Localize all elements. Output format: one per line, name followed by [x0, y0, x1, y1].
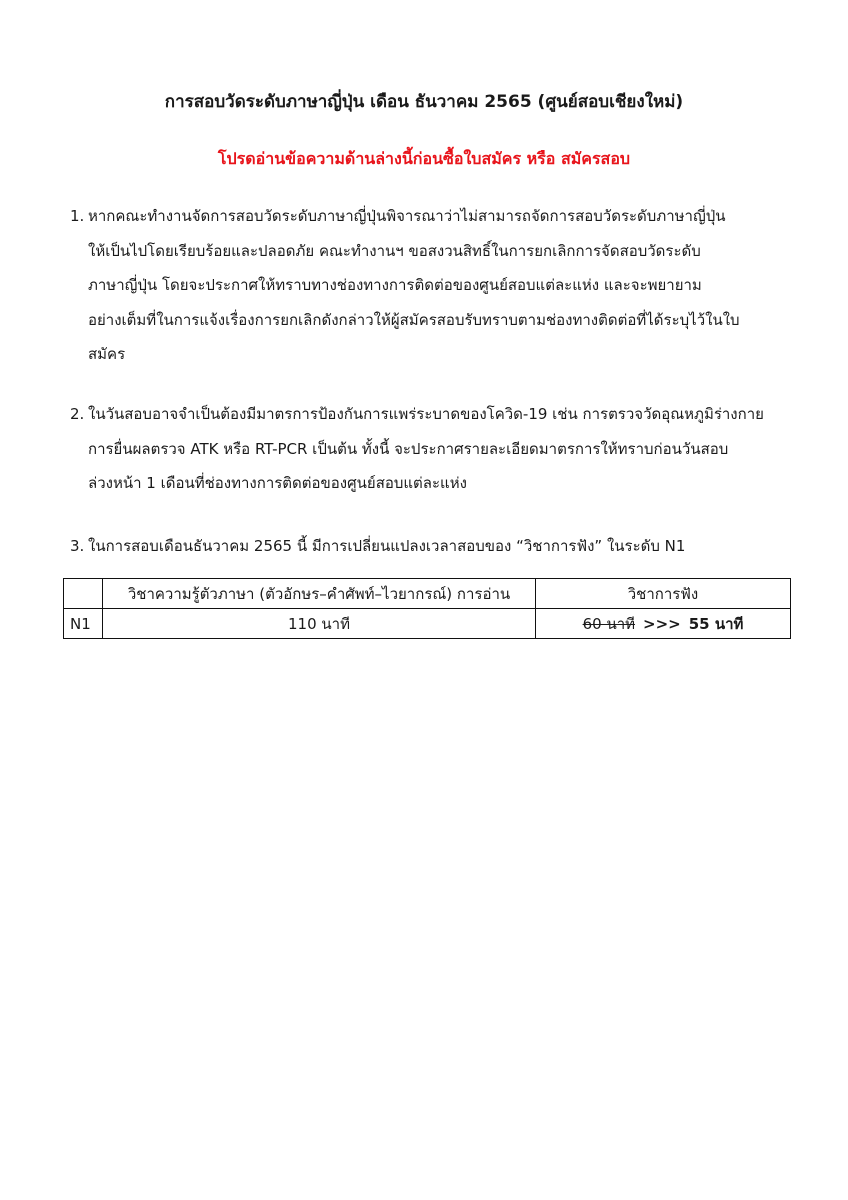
- item-number: 3.: [70, 537, 85, 555]
- item-line: [70, 529, 805, 564]
- item-line: สมัคร: [88, 345, 126, 363]
- notice-item-3: [70, 529, 805, 564]
- knowledge-reading-time-cell: 110 นาที: [103, 609, 536, 639]
- item-line: ภาษาญี่ปุ่น โดยจะประกาศให้ทราบทางช่องทางการติดต่อของศูนย์สอบแต่ละแห่ง และจะพยายาม: [88, 276, 702, 294]
- notice-item-1: [70, 199, 805, 372]
- item-number: 2.: [70, 405, 85, 423]
- old-listening-time: 60 นาที: [582, 614, 636, 633]
- exam-time-table: [63, 578, 791, 639]
- item-line: ให้เป็นไปโดยเรียบร้อยและปลอดภัย คณะทำงานฯ ขอสงวนสิทธิ์ในการยกเลิกการจัดสอบวัดระดับ: [88, 241, 701, 260]
- item-line: [70, 397, 805, 432]
- level-cell: N1: [64, 609, 103, 639]
- new-listening-time: 55 นาที: [688, 614, 744, 633]
- item-line: อย่างเต็มที่ในการแจ้งเรื่องการยกเลิกดังกล่าวให้ผู้สมัครสอบรับทราบตามช่องทางติดต่อที่ได้ระบุไว้ในใบ: [88, 310, 740, 329]
- item-number: 1.: [70, 207, 85, 225]
- listening-time-cell: [536, 609, 791, 639]
- table-header-cell: [64, 579, 103, 609]
- item-text: ในการสอบเดือนธันวาคม 2565 นี้ มีการเปลี่ยนแปลงเวลาสอบของ “วิชาการฟัง” ในระดับ N1: [88, 537, 686, 555]
- item-line: [70, 199, 805, 234]
- table-row: [64, 609, 791, 639]
- table-header-cell: วิชาความรู้ตัวภาษา (ตัวอักษร–คำศัพท์–ไวยากรณ์) การอ่าน: [103, 579, 536, 609]
- table-header-row: [64, 579, 791, 609]
- change-arrow: >>>: [643, 614, 681, 633]
- item-line: การยื่นผลตรวจ ATK หรือ RT-PCR เป็นต้น ทั้งนี้ จะประกาศรายละเอียดมาตรการให้ทราบก่อนวันสอบ: [88, 439, 729, 458]
- notice-item-2: [70, 397, 805, 501]
- item-line: ล่วงหน้า 1 เดือนที่ช่องทางการติดต่อของศูนย์สอบแต่ละแห่ง: [88, 474, 467, 492]
- notice-text: โปรดอ่านข้อความด้านล่างนี้ก่อนซื้อใบสมัคร หรือ สมัครสอบ: [217, 149, 631, 168]
- item-text: ในวันสอบอาจจำเป็นต้องมีมาตรการป้องกันการแพร่ระบาดของโควิด-19 เช่น การตรวจวัดอุณหภูมิร่างกาย: [88, 405, 764, 423]
- item-text: หากคณะทำงานจัดการสอบวัดระดับภาษาญี่ปุ่นพิจารณาว่าไม่สามารถจัดการสอบวัดระดับภาษาญี่ปุ่น: [88, 207, 726, 225]
- document-title: การสอบวัดระดับภาษาญี่ปุ่น เดือน ธันวาคม 2565 (ศูนย์สอบเชียงใหม่): [164, 92, 684, 112]
- table-header-cell: วิชาการฟัง: [536, 579, 791, 609]
